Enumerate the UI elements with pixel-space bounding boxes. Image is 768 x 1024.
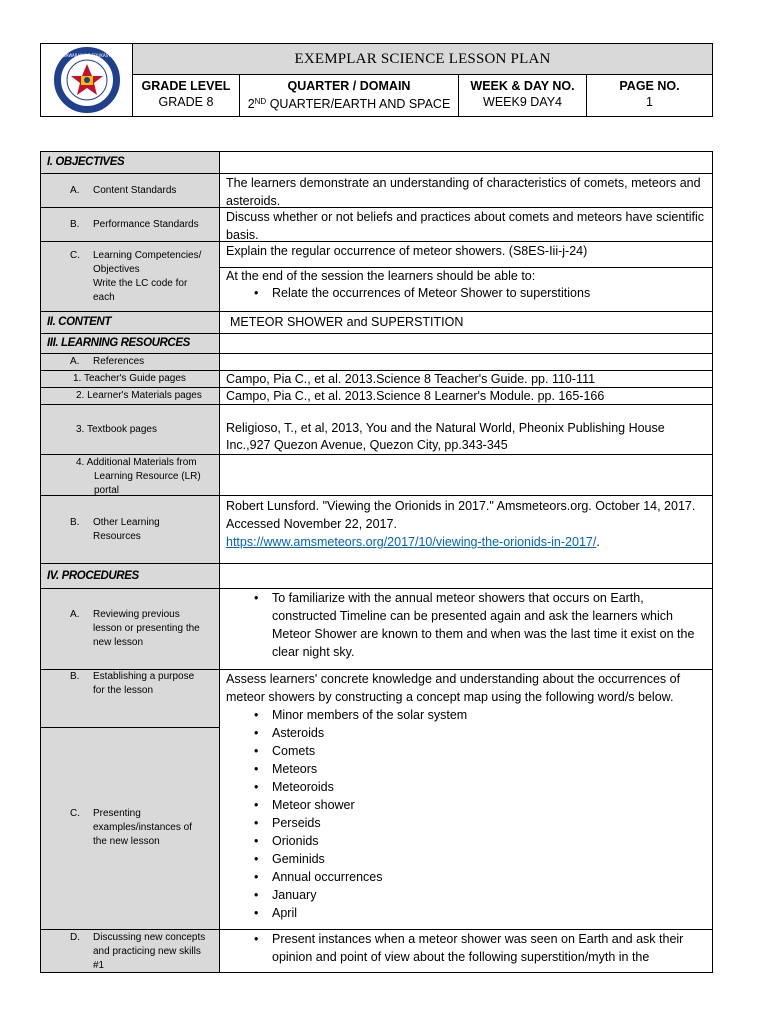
- svg-text:KAGAWARAN NG EDUKASYON: KAGAWARAN NG EDUKASYON: [57, 53, 117, 58]
- reviewing-previous-lesson-label: Reviewing previous lesson or presenting the new lesson: [93, 609, 200, 648]
- performance-standards-row: B. Performance Standards Discuss whether or not beliefs and practices about comets and meteors have scientific basis.: [41, 208, 712, 242]
- presenting-examples-label: Presenting examples/instances of the new lesson: [93, 808, 192, 847]
- procedures-heading: IV. PROCEDURES: [47, 570, 139, 582]
- concept-word-list: [226, 706, 712, 922]
- learning-competencies-row: C. Learning Competencies/ Objectives Write the LC code for each Explain the regular occurrence of meteor showers. (S8ES-Iii-j-24) At the end of the session the learners should be able to: • Relate the occurrences of Meteor Shower to superstitions: [41, 242, 712, 312]
- discussing-new-concepts-row: D. Discussing new concepts and practicing new skills #1 • Present instances when a meteor shower was seen on Earth and ask their opinion and point of view about the following superstition/myth in the: [41, 930, 712, 972]
- other-learning-resources-text: Robert Lunsford. "Viewing the Orionids in 2017." Amsmeteors.org. October 14, 2017. Accessed November 22, 2017. https://www.amsmeteors.org/2017/10/viewing-the-orionids-in-2017/.: [220, 496, 712, 564]
- teachers-guide-label: 1. Teacher's Guide pages: [73, 373, 186, 384]
- logo-cell: [41, 44, 133, 116]
- establishing-purpose-label: Establishing a purpose for the lesson: [93, 671, 195, 696]
- deped-seal-logo: [45, 46, 129, 114]
- reviewing-bullet: • To familiarize with the annual meteor showers that occurs on Earth, constructed Timeline can be presented again and ask the learners which Meteor Shower are known to them and when was the last time it exist on the clear night sky.: [226, 589, 702, 661]
- discussing-new-concepts-label: Discussing new concepts and practicing new skills #1: [93, 932, 206, 971]
- learners-materials-row: [41, 388, 712, 405]
- objectives-heading-row: [41, 152, 712, 174]
- content-text: METEOR SHOWER and SUPERSTITION: [220, 312, 712, 334]
- objective-bullet: • Relate the occurrences of Meteor Shower to superstitions: [226, 285, 712, 302]
- references-row: A. References: [41, 354, 712, 371]
- lesson-plan-title: EXEMPLAR SCIENCE LESSON PLAN: [133, 44, 712, 75]
- learning-competency-code: Explain the regular occurrence of meteor showers. (S8ES-Iii-j-24): [220, 242, 712, 268]
- concept-word-item: • Meteors: [226, 760, 712, 778]
- concept-word-item: • Perseids: [226, 814, 712, 832]
- content-standards-row: A. Content Standards The learners demonstrate an understanding of characteristics of comets, meteors and asteroids.: [41, 174, 712, 208]
- grade-level-cell: [133, 75, 240, 116]
- procedures-heading-row: [41, 564, 712, 589]
- performance-standards-text: Discuss whether or not beliefs and practices about comets and meteors have scientific basis.: [220, 208, 712, 242]
- learners-materials-text: Campo, Pia C., et al. 2013.Science 8 Learner's Module. pp. 165-166: [220, 388, 712, 405]
- lesson-plan-table: [40, 151, 713, 973]
- learning-resources-heading: III. LEARNING RESOURCES: [47, 337, 190, 349]
- concept-map-instructions: Assess learners' concrete knowledge and understanding about the occurrences of meteor showers by constructing a concept map using the following word/s below.: [226, 672, 681, 704]
- learners-materials-label: 2. Learner's Materials pages: [76, 390, 202, 401]
- page-number-value: 1: [646, 95, 653, 109]
- concept-word-item: • Annual occurrences: [226, 868, 712, 886]
- lesson-plan-header: [40, 43, 713, 117]
- concept-word-item: • Meteor shower: [226, 796, 712, 814]
- teachers-guide-text: Campo, Pia C., et al. 2013.Science 8 Teacher's Guide. pp. 110-111: [220, 371, 712, 388]
- quarter-domain-label: QUARTER / DOMAIN: [287, 79, 411, 93]
- grade-level-label: GRADE LEVEL: [141, 79, 231, 93]
- concept-word-item: • January: [226, 886, 712, 904]
- learning-competencies-label: Learning Competencies/ Objectives Write the LC code for each: [93, 250, 202, 303]
- week-day-value: WEEK9 DAY4: [483, 95, 562, 109]
- purpose-and-examples-row: B. Establishing a purpose for the lesson C. Presenting examples/instances of the new lesson Assess learners' concrete knowledge and understanding about the occurrences of meteor showers by constructing a concept map using the following word/s below. • Minor members of the solar system • Asteroids • Comets • Meteors • Meteoroids • Meteor shower • Perseids • Orionids • Geminids • Annual occurrences • January • April: [41, 670, 712, 930]
- additional-materials-row: [41, 455, 712, 496]
- objectives-heading: I. OBJECTIVES: [47, 156, 125, 168]
- discussing-bullet: • Present instances when a meteor shower was seen on Earth and ask their opinion and point of view about the following superstition/myth in the: [226, 930, 702, 966]
- other-learning-resources-row: B. Other Learning Resources Robert Lunsford. "Viewing the Orionids in 2017." Amsmeteors.org. October 14, 2017. Accessed November 22, 2017. https://www.amsmeteors.org/2017/10/viewing-the-orionids-in-2017/.: [41, 496, 712, 564]
- content-standards-label: Content Standards: [93, 185, 177, 196]
- quarter-domain-value: 2ND QUARTER/EARTH AND SPACE: [247, 97, 451, 111]
- page-number-label: PAGE NO.: [619, 79, 680, 93]
- performance-standards-label: Performance Standards: [93, 219, 199, 230]
- concept-word-item: • Minor members of the solar system: [226, 706, 712, 724]
- page-number-cell: [587, 75, 712, 116]
- grade-level-value: GRADE 8: [158, 95, 214, 109]
- textbook-pages-row: [41, 405, 712, 455]
- quarter-domain-cell: [240, 75, 459, 116]
- week-day-cell: [459, 75, 587, 116]
- textbook-pages-label: 3. Textbook pages: [76, 424, 157, 435]
- other-learning-resources-label: Other Learning Resources: [93, 517, 160, 542]
- concept-word-item: • Meteoroids: [226, 778, 712, 796]
- concept-word-item: • Orionids: [226, 832, 712, 850]
- additional-materials-label: 4. Additional Materials from Learning Resource (LR) portal: [76, 457, 201, 496]
- textbook-pages-text: Religioso, T., et al, 2013, You and the Natural World, Pheonix Publishing House Inc.,927 Quezon Avenue, Quezon City, pp.343-345: [220, 405, 712, 455]
- orionids-article-link[interactable]: https://www.amsmeteors.org/2017/10/viewing-the-orionids-in-2017/: [226, 535, 597, 549]
- content-row: [41, 312, 712, 334]
- concept-word-item: • Geminids: [226, 850, 712, 868]
- content-standards-text: The learners demonstrate an understanding of characteristics of comets, meteors and asteroids.: [220, 174, 712, 208]
- teachers-guide-row: [41, 371, 712, 388]
- content-heading: II. CONTENT: [47, 316, 111, 328]
- week-day-label: WEEK & DAY NO.: [470, 79, 575, 93]
- learning-objectives: At the end of the session the learners should be able to: • Relate the occurrences of Meteor Shower to superstitions: [220, 268, 712, 312]
- references-label: References: [93, 356, 145, 367]
- concept-map-activity: [220, 670, 712, 930]
- concept-word-item: • April: [226, 904, 712, 922]
- concept-word-item: • Comets: [226, 742, 712, 760]
- learning-resources-heading-row: [41, 334, 712, 354]
- reviewing-previous-lesson-row: A. Reviewing previous lesson or presenting the new lesson • To familiarize with the annual meteor showers that occurs on Earth, constructed Timeline can be presented again and ask the learners which Meteor Shower are known to them and when was the last time it exist on the clear night sky.: [41, 589, 712, 670]
- concept-word-item: • Asteroids: [226, 724, 712, 742]
